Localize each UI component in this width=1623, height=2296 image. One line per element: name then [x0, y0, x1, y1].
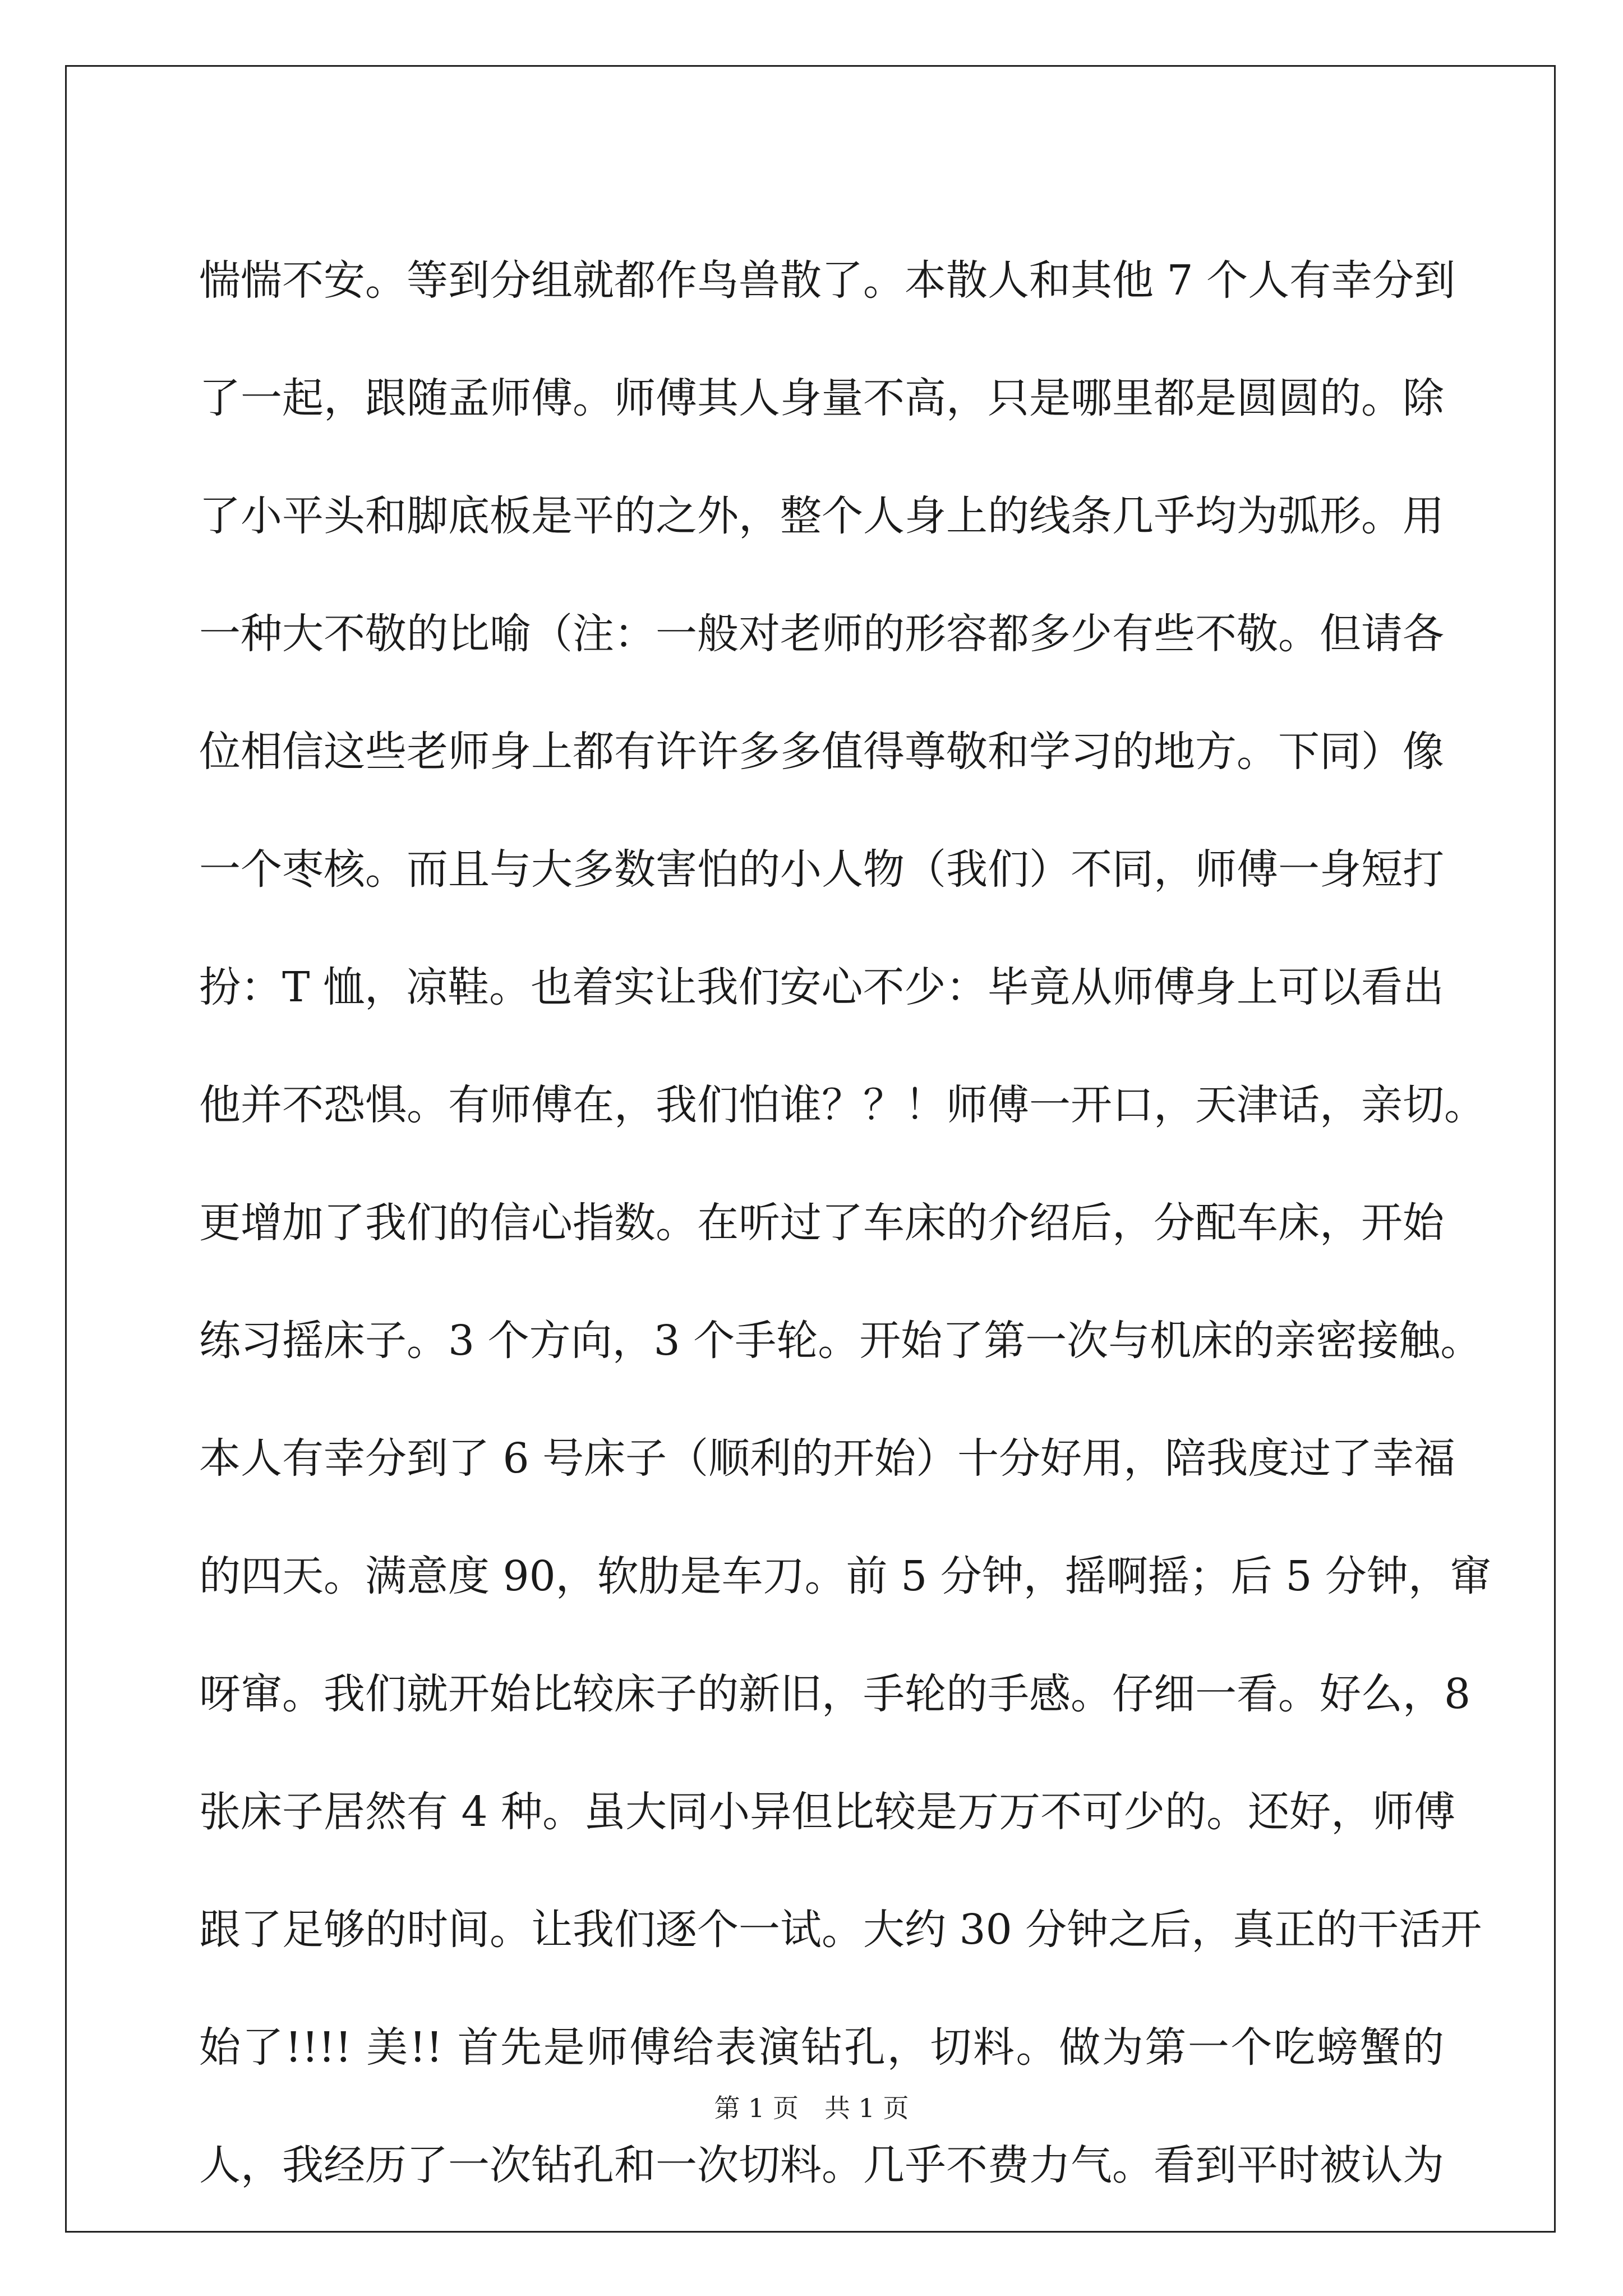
text-line: 扮：T 恤，凉鞋。也着实让我们安心不少：毕竟从师傅身上可以看出 — [199, 963, 1444, 1011]
text-line: 了一起，跟随孟师傅。师傅其人身量不高，只是哪里都是圆圆的。除 — [199, 374, 1444, 422]
text-line: 始了!!!! 美!! 首先是师傅给表演钻孔，切料。做为第一个吃螃蟹的 — [199, 2023, 1444, 2072]
text-line: 跟了足够的时间。让我们逐个一试。大约 30 分钟之后，真正的干活开 — [199, 1906, 1482, 1954]
text-line: 一种大不敬的比喻（注：一般对老师的形容都多少有些不敬。但请各 — [199, 610, 1444, 658]
text-line: 张床子居然有 4 种。虽大同小异但比较是万万不可少的。还好，师傅 — [199, 1788, 1456, 1836]
text-line: 了小平头和脚底板是平的之外，整个人身上的线条几乎均为弧形。用 — [199, 492, 1444, 540]
page-number-footer: 第 1 页 共 1 页 — [714, 2093, 909, 2123]
text-line: 位相信这些老师身上都有许许多多值得尊敬和学习的地方。下同）像 — [199, 728, 1444, 776]
text-line: 惴惴不安。等到分组就都作鸟兽散了。本散人和其他 7 个人有幸分到 — [199, 256, 1456, 305]
text-line: 的四天。满意度 90，软肋是车刀。前 5 分钟，摇啊摇；后 5 分钟，窜 — [199, 1552, 1491, 1600]
text-line: 他并不恐惧。有师傅在，我们怕谁？？！师傅一开口，天津话，亲切。 — [199, 1081, 1486, 1129]
body-text — [199, 222, 1491, 2224]
text-line: 本人有幸分到了 6 号床子（顺利的开始）十分好用，陪我度过了幸福 — [199, 1434, 1456, 1483]
text-line: 人，我经历了一次钻孔和一次切料。几乎不费力气。看到平时被认为 — [199, 2141, 1444, 2189]
text-line: 一个枣核。而且与大多数害怕的小人物（我们）不同，师傅一身短打 — [199, 845, 1444, 894]
text-line: 练习摇床子。3 个方向，3 个手轮。开始了第一次与机床的亲密接触。 — [199, 1317, 1482, 1365]
text-line: 更增加了我们的信心指数。在听过了车床的介绍后，分配车床，开始 — [199, 1199, 1444, 1247]
text-line: 呀窜。我们就开始比较床子的新旧，手轮的手感。仔细一看。好么，8 — [199, 1670, 1471, 1718]
